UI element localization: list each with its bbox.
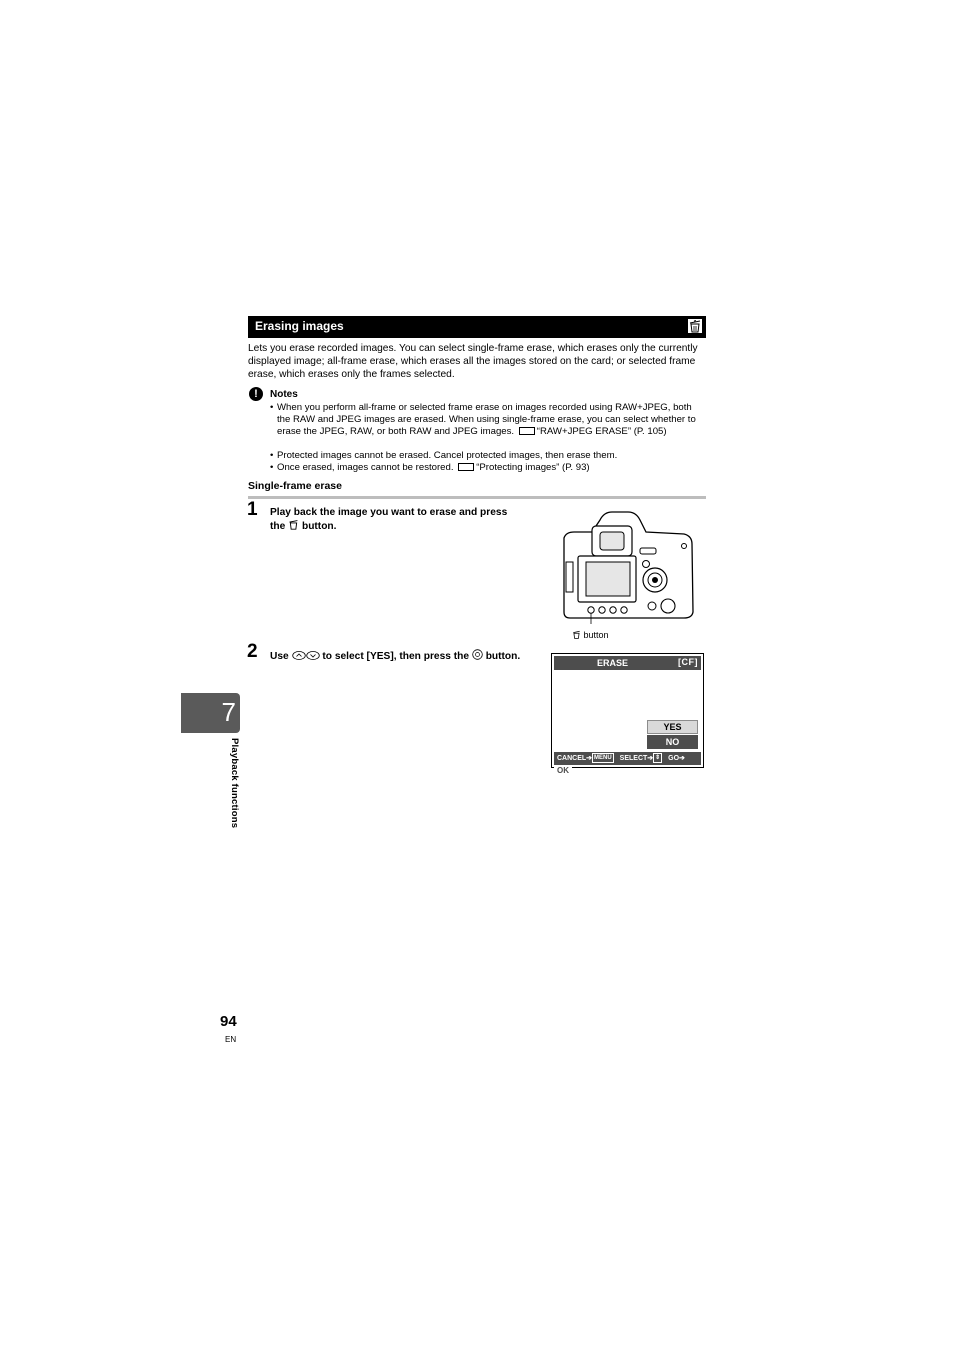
note-text: When you perform all-frame or selected frame erase on images recorded using RAW+JPEG, both the RAW and JPEG images are erased. When using single-frame erase, you can select whether to erase the JPEG, RAW, or both RAW and JPEG images. (277, 402, 696, 437)
go-hint: GO (668, 755, 680, 762)
screen-title: ERASE (597, 658, 629, 668)
ok-button-icon (472, 649, 483, 660)
trash-icon (687, 318, 703, 334)
cancel-hint: CANCEL (557, 755, 587, 762)
note-text: Once erased, images cannot be restored. (277, 462, 454, 473)
card-indicator: [CF] (678, 657, 698, 667)
page-number: 94 (220, 1013, 237, 1030)
subheading-rule (248, 496, 706, 499)
page-language: EN (225, 1035, 237, 1044)
chapter-number: 7 (221, 697, 236, 727)
note-reference: “RAW+JPEG ERASE” (P. 105) (536, 426, 667, 437)
subheading: Single-frame erase (248, 480, 342, 492)
up-down-key-icon: ⇕ (655, 755, 661, 761)
select-hint: SELECT (619, 755, 648, 762)
reference-icon (519, 427, 535, 435)
chapter-label: Playback functions (229, 738, 240, 829)
option-yes[interactable]: YES (647, 720, 698, 734)
option-no[interactable]: NO (647, 735, 698, 749)
note-item: • Protected images cannot be erased. Cancel protected images, then erase them. (270, 450, 698, 462)
ok-key-icon: OK (554, 766, 572, 775)
reference-icon (458, 463, 474, 471)
menu-key-icon: MENU (594, 755, 612, 761)
step-1-text: Play back the image you want to erase and press the button. (270, 507, 508, 532)
note-reference: “Protecting images” (P. 93) (476, 462, 590, 473)
note-item: • Once erased, images cannot be restored. “Protecting images” (P. 93) (270, 462, 590, 473)
exclamation-icon: ! (249, 387, 263, 401)
trash-icon (288, 519, 299, 530)
step-2-number: 2 (247, 641, 258, 662)
section-title: Erasing images (255, 319, 344, 333)
camera-caption: button (572, 630, 609, 640)
trash-icon (572, 630, 581, 639)
erase-screen (551, 653, 704, 775)
step-1-number: 1 (247, 499, 258, 520)
screen-header (554, 656, 701, 670)
up-down-arrow-keys-icon (292, 651, 320, 660)
note-text: Protected images cannot be erased. Cancel protected images, then erase them. (277, 450, 618, 461)
note-item: • When you perform all-frame or selected frame erase on images recorded using RAW+JPEG, both the RAW and JPEG images are erased. When using single-frame erase, you can select whether to erase the JPEG, RAW, or both RAW and JPEG images. “RAW+JPEG ERASE” (P. 105) (270, 402, 696, 437)
step-2-text: Use to select [YES], then press the button. (270, 651, 521, 662)
notes-heading: Notes (270, 389, 298, 400)
intro-paragraph: Lets you erase recorded images. You can select single-frame erase, which erases only the currently displayed image; all-frame erase, which erases all the images stored on the card; or selected frame erase, which erases only the frames selected. (248, 343, 698, 380)
camera-illustration (556, 508, 706, 624)
section-title-bar (248, 316, 706, 338)
chapter-tab (181, 693, 240, 733)
screen-footer: CANCEL➔ MENU SELECT➔ ⇕ GO➔OK (554, 752, 701, 765)
